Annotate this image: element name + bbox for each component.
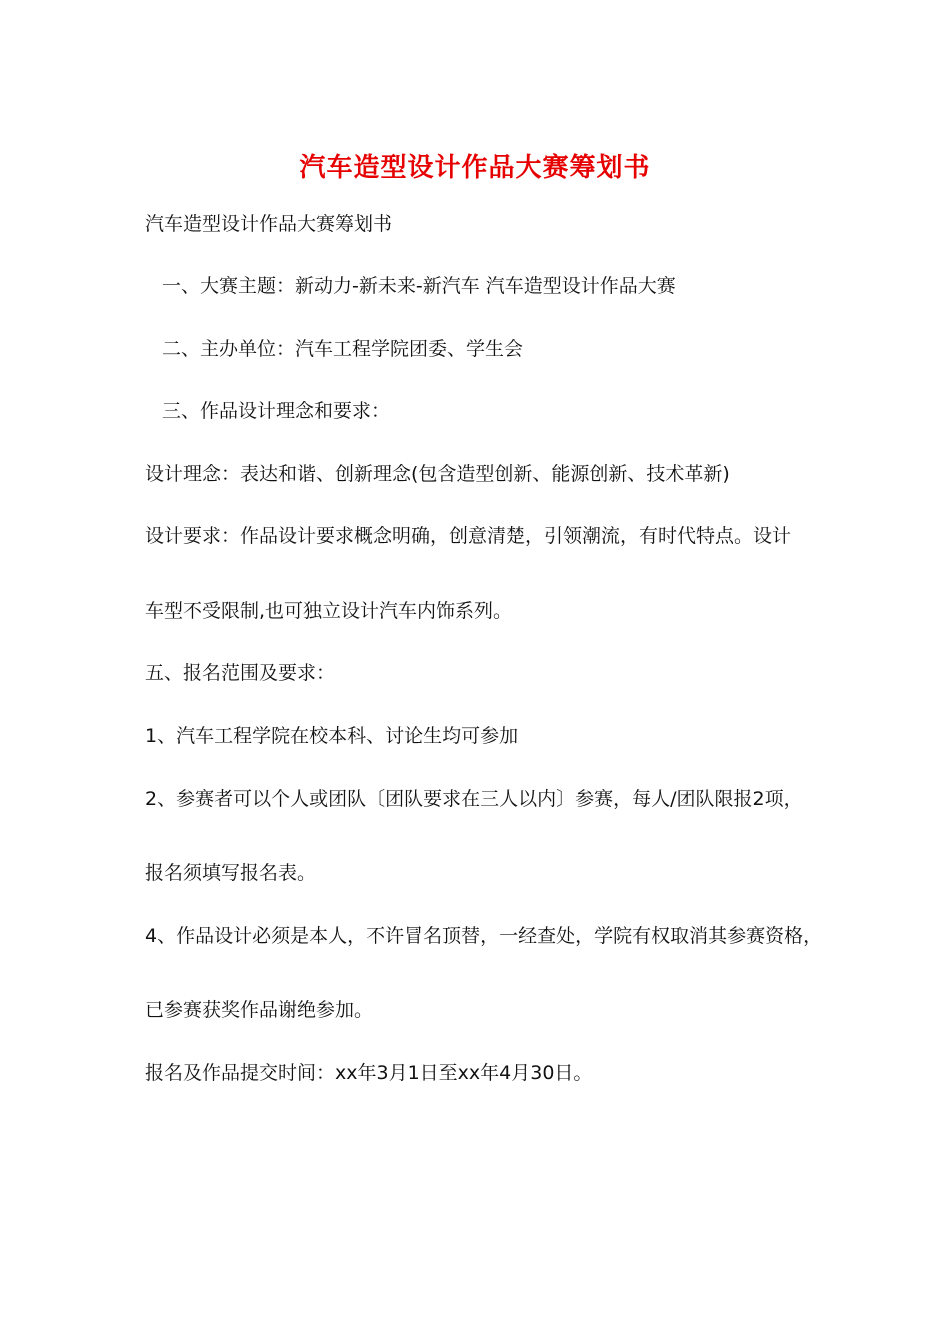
registration-item-4: 4、作品设计必须是本人，不许冒名顶替，一经查处，学院有权取消其参赛资格，	[145, 925, 823, 947]
design-requirements: 设计要求：作品设计要求概念明确，创意清楚，引领潮流，有时代特点。设计	[145, 525, 792, 547]
registration-item-1: 1、汽车工程学院在校本科、讨论生均可参加	[145, 725, 519, 747]
section-design-heading: 三、作品设计理念和要求：	[162, 400, 391, 422]
section-registration-heading: 五、报名范围及要求：	[145, 662, 336, 684]
design-requirements-continued: 车型不受限制,也可独立设计汽车内饰系列。	[145, 600, 513, 622]
document-title: 汽车造型设计作品大赛筹划书	[299, 153, 651, 183]
section-theme: 一、大赛主题：新动力-新未来-新汽车 汽车造型设计作品大赛	[162, 275, 676, 297]
registration-item-2-continued: 报名须填写报名表。	[145, 862, 317, 884]
subtitle-line: 汽车造型设计作品大赛筹划书	[145, 213, 393, 235]
submission-deadline: 报名及作品提交时间：xx年3月1日至xx年4月30日。	[145, 1062, 593, 1084]
design-concept: 设计理念：表达和谐、创新理念(包含造型创新、能源创新、技术革新)	[145, 463, 730, 485]
registration-item-2: 2、参赛者可以个人或团队〔团队要求在三人以内〕参赛，每人/团队限报2项，	[145, 788, 803, 810]
registration-item-4-continued: 已参赛获奖作品谢绝参加。	[145, 999, 374, 1021]
section-organizer: 二、主办单位：汽车工程学院团委、学生会	[162, 338, 524, 360]
